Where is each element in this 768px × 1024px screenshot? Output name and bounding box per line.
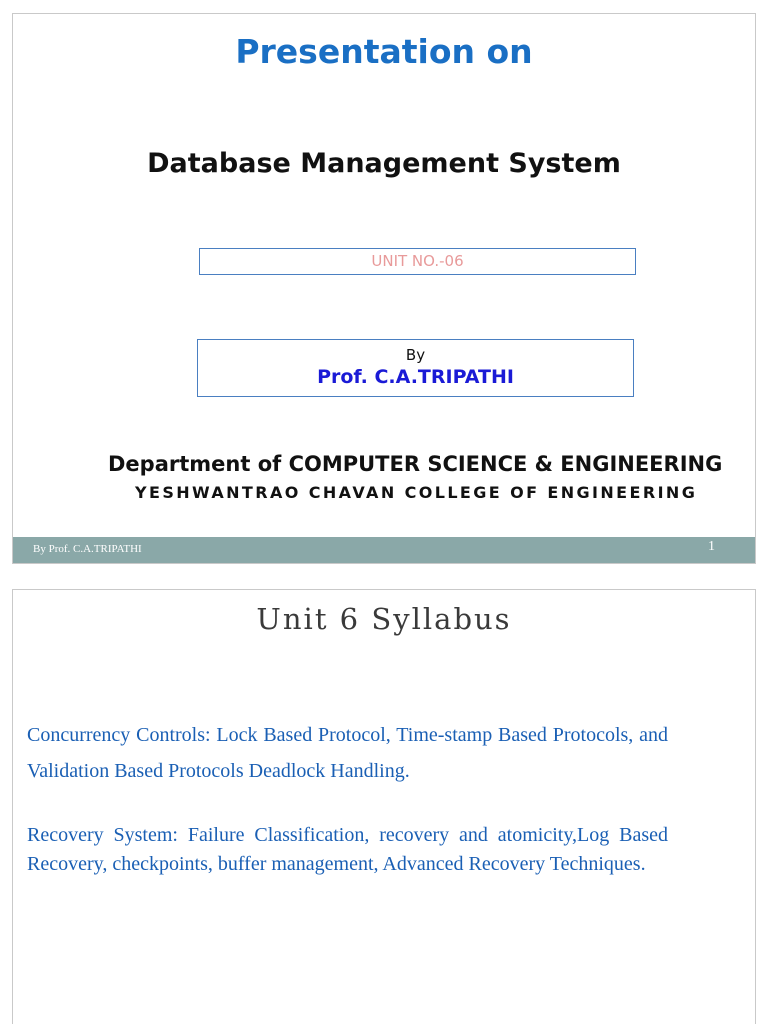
author-name: Prof. C.A.TRIPATHI	[317, 366, 514, 388]
slide-title: Presentation on	[235, 32, 533, 71]
author-box	[197, 339, 634, 397]
slide-footer	[13, 537, 755, 563]
syllabus-paragraph-concurrency: Concurrency Controls: Lock Based Protocol, Time-stamp Based Protocols, and Validation Based Protocols Deadlock Handling.	[27, 724, 668, 782]
college-name: YESHWANTRAO CHAVAN COLLEGE OF ENGINEERING	[135, 483, 698, 502]
slide-1	[12, 13, 756, 564]
page-number: 1	[708, 539, 715, 554]
footer-author: By Prof. C.A.TRIPATHI	[33, 543, 142, 555]
slide-subtitle: Database Management System	[147, 148, 621, 179]
department-name: Department of COMPUTER SCIENCE & ENGINEERING	[108, 452, 723, 476]
by-label: By	[405, 346, 426, 364]
slide-2	[12, 589, 756, 1024]
syllabus-paragraph-recovery: Recovery System: Failure Classification, recovery and atomicity,Log Based Recovery, checkpoints, buffer management, Advanced Recovery Techniques.	[27, 824, 668, 875]
slide-title: Unit 6 Syllabus	[256, 602, 512, 636]
unit-number-box: UNIT NO.-06	[199, 248, 636, 275]
